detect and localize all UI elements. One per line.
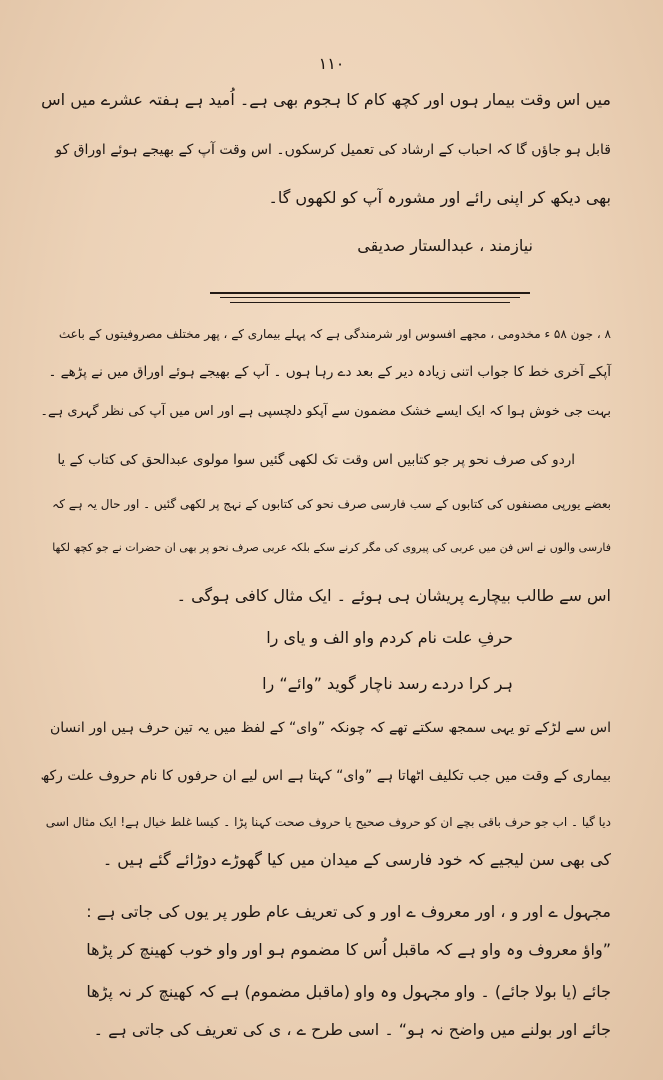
letter2-line-3: بہت جی خوش ہوا کہ ایک ایسے خشک مضمون سے آپکو دلچسپی ہے اور اس میں آپ کی نظر گہری ہے۔ bbox=[40, 404, 611, 419]
letter2-line-11: کی بھی سن لیجیے کہ خود فارسی کے میدان میں کیا گھوڑے دوڑائے گئے ہیں ۔ bbox=[102, 850, 611, 869]
letter2-line-5: بعضے یورپی مصنفوں کی کتابوں کے سب فارسی صرف نحو کی کتابوں کے نہج پر لکھی گئیں ۔ اور حال یہ ہے کہ bbox=[52, 497, 611, 511]
letter2-line-9: بیماری کے وقت میں جب تکلیف اٹھاتا ہے ”وای“ کہتا ہے اس لیے ان حرفوں کا نام حروف علت رکھ bbox=[40, 768, 611, 784]
letter2-line-13: ”واؤ معروف وہ واو ہے کہ ماقبل اُس کا مضموم ہو اور واو خوب کھینچ کر پڑھا bbox=[86, 940, 611, 959]
verse-line-1: حرفِ علت نام کردم واو الف و یای را bbox=[266, 628, 513, 647]
letter2-line-6: فارسی والوں نے اس فن میں عربی کی پیروی کی مگر کرنے سکے بلکہ عربی صرف نحو پر بھی ان حضرات نے جو کچھ لکھا bbox=[52, 541, 611, 554]
letter1-line-2: قابل ہو جاؤں گا کہ احباب کے ارشاد کی تعمیل کرسکوں۔ اس وقت آپ کے بھیجے ہوئے اوراق کو bbox=[55, 142, 611, 158]
section-divider bbox=[210, 292, 530, 294]
letter1-line-1: میں اس وقت بیمار ہوں اور کچھ کام کا ہجوم بھی ہے۔ اُمید ہے ہفتہ عشرے میں اس bbox=[41, 90, 611, 109]
letter2-line-8: اس سے لڑکے تو یہی سمجھ سکتے تھے کہ چونکہ ”وای“ کے لفظ میں یہ تین حرف ہیں اور انسان bbox=[49, 720, 611, 736]
section-divider bbox=[230, 302, 510, 303]
verse-line-2: ہر کرا دردے رسد ناچار گوید ”وائے“ را bbox=[262, 674, 513, 693]
letter2-line-2: آپکے آخری خط کا جواب اتنی زیادہ دیر کے بعد دے رہا ہوں ۔ آپ کے بھیجے ہوئے اوراق میں نے پڑھے ۔ bbox=[48, 364, 611, 380]
section-divider bbox=[220, 297, 520, 298]
page-number: ۱۱۰ bbox=[318, 54, 345, 73]
letter2-line-7: اس سے طالب بیچارے پریشان ہی ہوئے ۔ ایک مثال کافی ہوگی ۔ bbox=[176, 586, 611, 605]
letter2-line-12: مجہول ے اور و ، اور معروف ے اور و کی تعریف عام طور پر یوں کی جاتی ہے : bbox=[86, 902, 611, 921]
letter2-line-4: اردو کی صرف نحو پر جو کتابیں اس وقت تک لکھی گئیں سوا مولوی عبدالحق کی کتاب کے یا bbox=[57, 452, 575, 468]
letter2-line-14: جائے (یا بولا جائے) ۔ واو مجہول وہ واو (ماقبل مضموم) ہے کہ کھینچ کر نہ پڑھا bbox=[86, 982, 611, 1001]
letter2-line-10: دیا گیا ۔ اب جو حرف باقی بچے ان کو حروف صحیح یا حروف صحت کہنا پڑا ۔ کیسا غلط خیال ہے! ایک مثال اسی bbox=[45, 815, 611, 829]
letter2-line-15: جائے اور بولنے میں واضح نہ ہو“ ۔ اسی طرح ے ، ی کی تعریف کی جاتی ہے ۔ bbox=[93, 1020, 611, 1039]
letter1-line-3: بھی دیکھ کر اپنی رائے اور مشورہ آپ کو لکھوں گا۔ bbox=[268, 188, 611, 207]
letter2-line-1: ۸ ، جون ۵۸ ء مخدومی ، مجھے افسوس اور شرمندگی ہے کہ پہلے بیماری کے ، پھر مختلف مصروفیتوں کے باعث bbox=[58, 327, 611, 341]
letter1-signature: نیازمند ، عبدالستار صدیقی bbox=[357, 236, 533, 255]
